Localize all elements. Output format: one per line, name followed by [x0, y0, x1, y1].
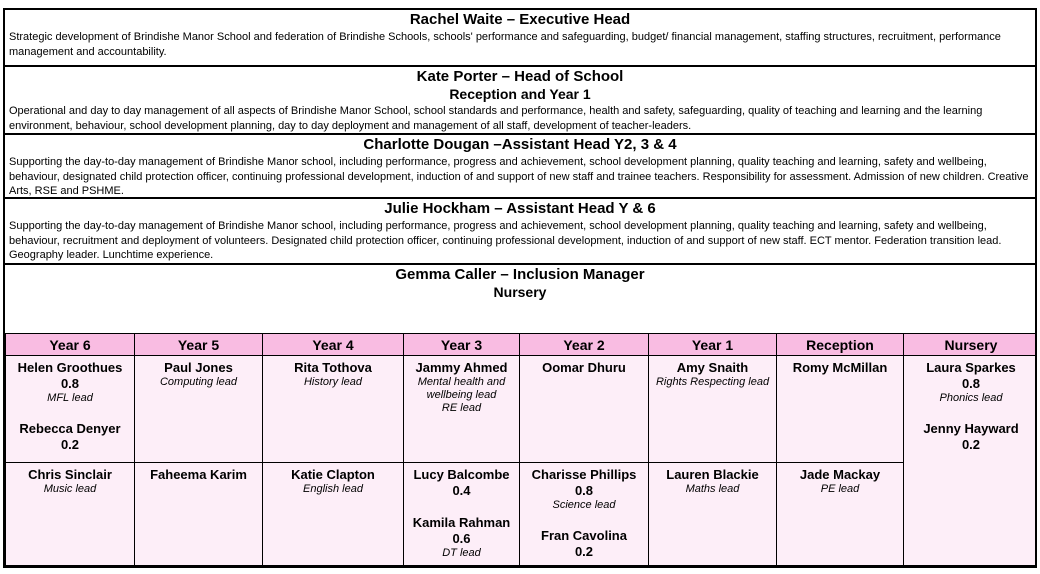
staff-fte: 0.8	[574, 483, 594, 498]
section-executive-head	[5, 10, 1035, 67]
staff-role: DT lead	[442, 547, 481, 559]
staff-name: Chris Sinclair	[28, 467, 112, 482]
staff-cell	[777, 356, 904, 463]
staff-table	[5, 333, 1035, 566]
staff-entry	[137, 467, 260, 483]
staff-entry	[265, 467, 401, 496]
staff-role: Phonics lead	[939, 392, 1003, 404]
staff-entry	[137, 360, 260, 389]
staff-name: Rita Tothova	[294, 360, 372, 375]
staff-name: Rebecca Denyer	[19, 421, 121, 436]
staff-name: Fran Cavolina	[541, 528, 627, 543]
staff-fte: 0.4	[452, 483, 471, 498]
staff-entry	[406, 360, 517, 415]
section-subtitle: Reception and Year 1	[449, 86, 591, 102]
staff-role: MFL lead	[47, 392, 93, 404]
staff-role: Computing lead	[159, 376, 238, 388]
staff-name: Lauren Blackie	[666, 467, 759, 482]
section-title: Julie Hockham – Assistant Head Y & 6	[384, 200, 656, 217]
staff-entry	[265, 360, 401, 389]
column-header-year-4: Year 4	[263, 334, 404, 356]
column-header-year-2: Year 2	[520, 334, 649, 356]
staff-entry	[522, 360, 646, 376]
staff-role: English lead	[303, 483, 363, 495]
year-group-table-wrap	[5, 333, 1035, 566]
staff-cell	[649, 463, 777, 566]
staff-name: Jenny Hayward	[923, 421, 1019, 436]
section-title: Rachel Waite – Executive Head	[409, 11, 631, 28]
staff-fte: 0.2	[60, 437, 80, 452]
staff-entry	[906, 360, 1035, 405]
staff-entry	[406, 467, 517, 499]
staff-name: Oomar Dhuru	[542, 360, 626, 375]
staff-role: Music lead	[43, 483, 97, 495]
section-inclusion-manager	[5, 265, 1035, 333]
section-description: Supporting the day-to-day management of Brindishe Manor school, including performance, progress and achievement, school development planning, quality teaching and learning, safety and wellbeing, behaviour, designated child protection officer, continuing professional development, induction of and support of new staff and trainee teachers. Responsibility for assessment. Admission of new children. Creative Arts, RSE and PSHME.	[9, 156, 1029, 197]
staff-name: Romy McMillan	[792, 360, 888, 375]
staff-entry	[651, 360, 774, 389]
staff-name: Kamila Rahman	[412, 515, 511, 530]
staff-entry	[8, 467, 132, 496]
staff-fte: 0.6	[452, 531, 471, 546]
staff-fte: 0.8	[60, 376, 80, 391]
staff-name: Paul Jones	[164, 360, 233, 375]
table-header-row	[6, 334, 1036, 356]
staff-entry	[906, 421, 1035, 453]
staff-role: PE lead	[820, 483, 860, 495]
section-subtitle: Nursery	[493, 284, 547, 300]
staff-cell	[404, 463, 520, 566]
staff-name: Katie Clapton	[291, 467, 375, 482]
section-title: Gemma Caller – Inclusion Manager	[395, 266, 645, 283]
staff-cell	[135, 463, 263, 566]
section-title: Charlotte Dougan –Assistant Head Y2, 3 & 4	[363, 136, 677, 153]
staff-fte: 0.2	[961, 437, 981, 452]
staff-role: Rights Respecting lead	[655, 376, 770, 388]
column-header-nursery: Nursery	[904, 334, 1036, 356]
staff-cell	[520, 356, 649, 463]
section-assistant-head-y-6	[5, 199, 1035, 265]
section-title: Kate Porter – Head of School	[416, 68, 624, 85]
staff-role: Mental health and wellbeing lead	[417, 376, 506, 401]
section-description: Operational and day to day management of all aspects of Brindishe Manor School, school standards and performance, health and safety, safeguarding, quality of teaching and learning and the learning environment, behaviour, school development planning, day to day deployment and management of all staff, development of teacher-leaders.	[9, 105, 983, 132]
column-header-year-3: Year 3	[404, 334, 520, 356]
column-header-year-5: Year 5	[135, 334, 263, 356]
staff-name: Helen Groothues	[17, 360, 123, 375]
staff-name: Charisse Phillips	[531, 467, 637, 482]
table-row	[6, 356, 1036, 463]
staff-entry	[8, 421, 132, 453]
section-description: Supporting the day-to-day management of Brindishe Manor school, including performance, progress and achievement, school development planning, quality teaching and learning, safety and wellbeing, behaviour, recruitment and deployment of volunteers. Designated child protection officer, continuing professional development, induction of and support of new staff. ECT mentor. Federation transition lead. Geography leader. Lunchtime experience.	[9, 220, 1002, 261]
staff-fte: 0.8	[961, 376, 981, 391]
section-head-of-school	[5, 67, 1035, 135]
staff-cell	[520, 463, 649, 566]
section-assistant-head-y2-3-4	[5, 135, 1035, 199]
staff-entry	[522, 467, 646, 512]
section-description: Strategic development of Brindishe Manor School and federation of Brindishe Schools, schools' performance and safeguarding, budget/ financial management, staffing structures, recruitment, performance management and accountability.	[9, 31, 1001, 58]
staff-cell	[6, 463, 135, 566]
column-header-reception: Reception	[777, 334, 904, 356]
staff-role: Maths lead	[685, 483, 740, 495]
staff-entry	[406, 515, 517, 560]
staff-entry	[779, 467, 901, 496]
staff-cell	[263, 356, 404, 463]
staff-entry	[651, 467, 774, 496]
staff-cell	[6, 356, 135, 463]
staff-entry	[522, 528, 646, 560]
staff-fte: 0.2	[574, 544, 594, 559]
staff-cell	[649, 356, 777, 463]
staff-name: Jade Mackay	[799, 467, 881, 482]
staff-cell	[904, 356, 1036, 566]
staff-cell	[135, 356, 263, 463]
staff-role: History lead	[303, 376, 363, 388]
org-chart-sheet	[3, 8, 1037, 568]
staff-entry	[779, 360, 901, 376]
table-row	[6, 463, 1036, 566]
staff-cell	[263, 463, 404, 566]
staff-entry	[8, 360, 132, 405]
staff-role: RE lead	[441, 402, 482, 414]
column-header-year-6: Year 6	[6, 334, 135, 356]
staff-name: Laura Sparkes	[926, 360, 1016, 375]
staff-cell	[404, 356, 520, 463]
staff-role: Science lead	[552, 499, 616, 511]
staff-name: Lucy Balcombe	[413, 467, 510, 482]
staff-name: Faheema Karim	[150, 467, 247, 482]
staff-cell	[777, 463, 904, 566]
staff-name: Amy Snaith	[676, 360, 749, 375]
column-header-year-1: Year 1	[649, 334, 777, 356]
staff-name: Jammy Ahmed	[415, 360, 508, 375]
